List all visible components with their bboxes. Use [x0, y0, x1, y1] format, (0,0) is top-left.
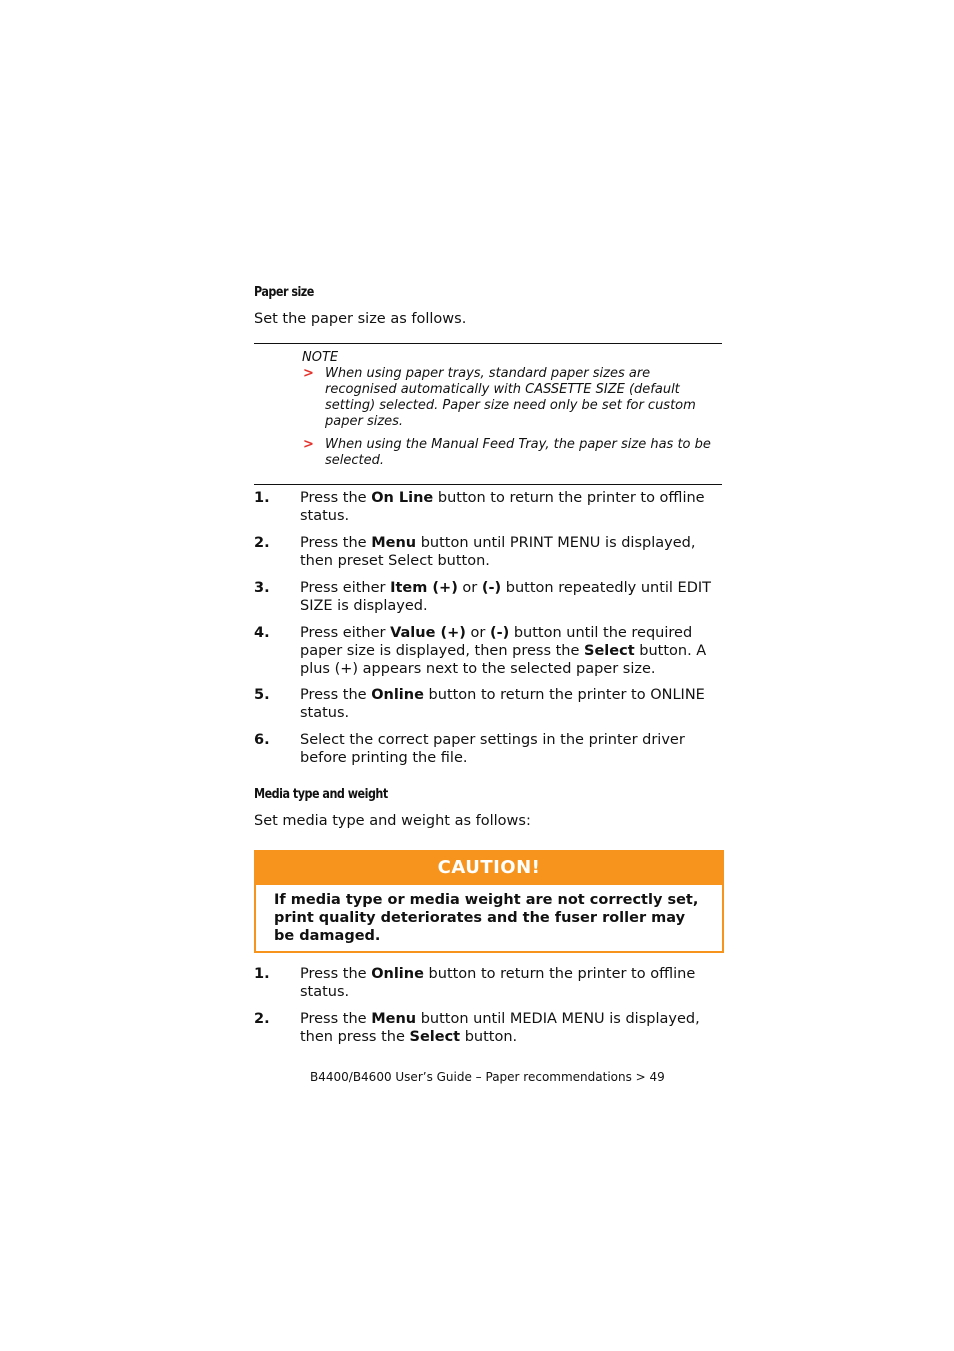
step-text: Press the Online button to return the printer to ONLINE status. [300, 687, 705, 721]
step-number: 4. [254, 625, 270, 641]
step-item [254, 579, 724, 615]
step-keyword: Select [409, 1029, 461, 1045]
section-heading-media-type: Media type and weight [254, 787, 388, 802]
step-text: Press either Value (+) or (-) button until the required paper size is displayed, then press the Select button. A plus (+) appears next to the selected paper size. [300, 625, 707, 677]
step-keyword: On Line [371, 490, 434, 506]
caution-title: CAUTION! [256, 852, 722, 885]
step-text: Press the On Line button to return the printer to offline status. [300, 490, 705, 524]
step-number: 1. [254, 966, 270, 982]
step-item [254, 624, 724, 678]
step-text: Press the Menu button until MEDIA MENU is displayed, then press the Select button. [300, 1011, 700, 1045]
step-item [254, 686, 724, 722]
section-heading-paper-size: Paper size [254, 285, 314, 300]
section-intro-paper-size: Set the paper size as follows. [254, 311, 467, 327]
note-item-text: When using paper trays, standard paper sizes are recognised automatically with CASSETTE SIZE (default setting) selected. Paper size need only be set for custom paper sizes. [325, 366, 696, 429]
page-footer: B4400/B4600 User’s Guide – Paper recommendations > 49 [310, 1070, 665, 1084]
step-keyword: Online [371, 966, 424, 982]
step-keyword: Item (+) [390, 580, 458, 596]
step-keyword: Menu [371, 535, 417, 551]
step-text: Select the correct paper settings in the printer driver before printing the file. [300, 732, 685, 766]
step-item [254, 489, 724, 525]
step-keyword: Online [371, 687, 424, 703]
note-item [302, 437, 712, 469]
step-item [254, 965, 724, 1001]
step-number: 5. [254, 687, 270, 703]
note-item [302, 366, 712, 430]
step-number: 3. [254, 580, 270, 596]
step-keyword: (-) [481, 580, 502, 596]
step-item [254, 534, 724, 570]
step-text: Press the Online button to return the printer to offline status. [300, 966, 696, 1000]
caution-box [254, 850, 724, 953]
step-number: 2. [254, 1011, 270, 1027]
step-keyword: Menu [371, 1011, 417, 1027]
note-bottom-rule [254, 484, 722, 485]
caution-body: If media type or media weight are not correctly set, print quality deteriorates and the fuser roller may be damaged. [274, 892, 699, 944]
bullet-arrow-icon: > [303, 366, 314, 381]
step-keyword: Select [584, 643, 635, 659]
bullet-arrow-icon: > [303, 437, 314, 452]
note-block [302, 350, 712, 476]
section-intro-media-type: Set media type and weight as follows: [254, 813, 531, 829]
step-keyword: (-) [489, 625, 510, 641]
step-text: Press the Menu button until PRINT MENU is displayed, then preset Select button. [300, 535, 696, 569]
step-number: 1. [254, 490, 270, 506]
step-item [254, 1010, 724, 1046]
step-number: 2. [254, 535, 270, 551]
step-item [254, 731, 724, 767]
step-keyword: Value (+) [390, 625, 466, 641]
note-item-text: When using the Manual Feed Tray, the paper size has to be selected. [325, 437, 711, 468]
note-top-rule [254, 343, 722, 344]
step-number: 6. [254, 732, 270, 748]
note-label: NOTE [302, 350, 339, 365]
step-text: Press either Item (+) or (-) button repeatedly until EDIT SIZE is displayed. [300, 580, 712, 614]
